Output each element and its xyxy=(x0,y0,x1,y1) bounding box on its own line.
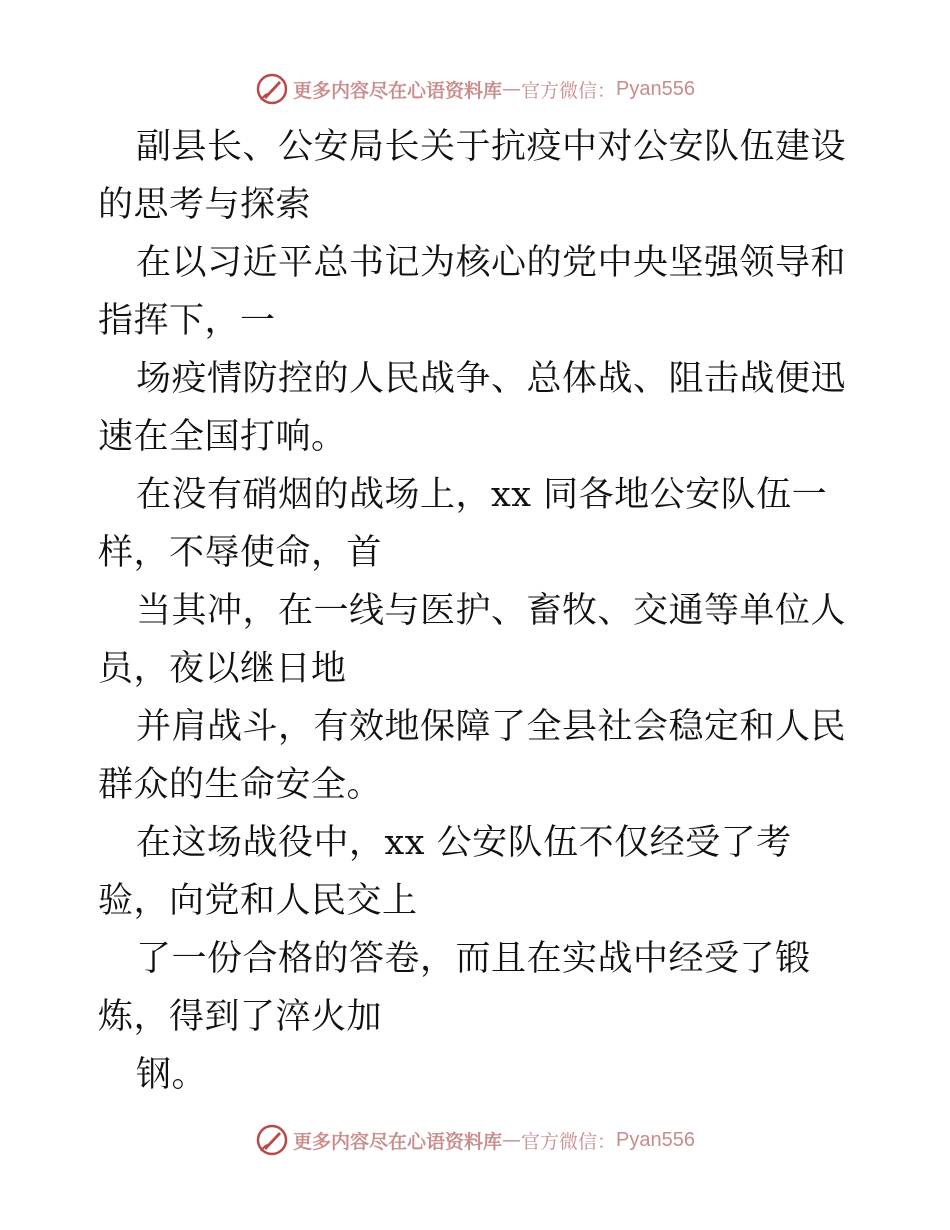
paragraph: 了一份合格的答卷，而且在实战中经受了锻炼，得到了淬火加 xyxy=(98,939,811,1037)
paragraph: 在没有硝烟的战场上，xx 同各地公安队伍一样，不辱使命，首 xyxy=(98,475,828,573)
watermark-wechat-id: Pyan556 xyxy=(616,77,695,100)
watermark-dash: — xyxy=(502,1129,522,1151)
watermark-site-text: 更多内容尽在心语资料库 xyxy=(293,1130,503,1153)
paragraph: 当其冲，在一线与医护、畜牧、交通等单位人员，夜以继日地 xyxy=(98,591,847,689)
watermark-official-label: 官方微信： xyxy=(521,79,617,102)
watermark-wechat-id: Pyan556 xyxy=(616,1128,695,1151)
paragraph: 钢。 xyxy=(136,1055,208,1095)
watermark-dash: — xyxy=(502,78,522,100)
header-watermark xyxy=(0,72,950,106)
document-title: 副县长、公安局长关于抗疫中对公安队伍建设的思考与探索 xyxy=(98,127,847,225)
quill-seal-icon xyxy=(255,1123,289,1157)
document-body xyxy=(98,118,858,1104)
paragraph: 场疫情防控的人民战争、总体战、阻击战便迅速在全国打响。 xyxy=(98,359,847,457)
paragraph: 并肩战斗，有效地保障了全县社会稳定和人民群众的生命安全。 xyxy=(98,707,847,805)
footer-watermark xyxy=(0,1123,950,1157)
watermark-site-text: 更多内容尽在心语资料库 xyxy=(293,79,503,102)
paragraph: 在以习近平总书记为核心的党中央坚强领导和指挥下，一 xyxy=(98,243,847,341)
paragraph: 在这场战役中，xx 公安队伍不仅经受了考验，向党和人民交上 xyxy=(98,823,792,921)
quill-seal-icon xyxy=(255,72,289,106)
watermark-official-label: 官方微信： xyxy=(521,1130,617,1153)
